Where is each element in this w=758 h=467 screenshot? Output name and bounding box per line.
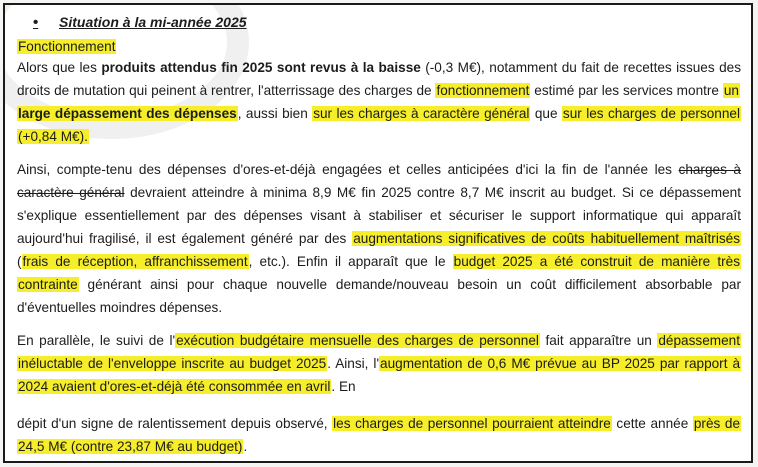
text-run: un xyxy=(723,83,739,98)
subsection-label xyxy=(17,35,741,58)
text-run: Alors que les xyxy=(17,60,102,75)
highlight: exécution budgétaire mensuelle des charges de personnel xyxy=(176,333,539,348)
bold-phrase: large dépassement des dépenses xyxy=(18,106,237,121)
section-heading xyxy=(33,11,741,34)
text-run: . En xyxy=(331,379,356,394)
highlight: dépassement inéluctable de l'enveloppe inscrite au budget 2025 xyxy=(18,333,740,371)
text-run: (-0,3 M€), notamment du fait de recettes issues des droits de mutation qui peinent à rentrer, l'atterrissage des charges de xyxy=(17,60,742,98)
highlight: les charges de personnel pourraient atteindre xyxy=(333,416,611,431)
paragraph-4 xyxy=(17,412,741,458)
subsection-label-text: Fonctionnement xyxy=(18,39,116,54)
struck-phrase: charges à caractère général xyxy=(17,162,741,200)
paragraph-1 xyxy=(17,56,741,148)
highlight: budget 2025 a été construit de manière très contrainte xyxy=(18,254,740,292)
highlight: frais de réception, affranchissement xyxy=(22,254,248,269)
paragraph-3 xyxy=(17,329,741,398)
text-run: dépit d'un signe de ralentissement depuis observé, xyxy=(17,416,333,431)
text-run: devraient atteindre à minima 8,9 M€ fin 2025 contre 8,7 M€ inscrit au budget. Si ce dépassement s'explique essentiellement par des dépenses visant à stabiliser et sécuriser le support informatique qui apparaît aujourd'hui fragilisé, il est également généré par des xyxy=(17,185,741,246)
paragraph-2 xyxy=(17,158,741,319)
text-run: fait apparaître un xyxy=(539,333,658,348)
bullet-icon: • xyxy=(33,14,39,31)
document-body xyxy=(17,11,741,463)
text-run: , etc.). Enfin il apparaît que le xyxy=(248,254,453,269)
text-run: estimé par les services montre xyxy=(530,83,723,98)
text-run: que xyxy=(530,106,562,121)
highlight: fonctionnement xyxy=(436,83,530,98)
highlight: augmentation de 0,6 M€ prévue au BP 2025 par rapport à 2024 avaient d'ores-et-déjà été consommée en avril xyxy=(18,356,741,394)
highlight: près de 24,5 M€ (contre 23,87 M€ au budget) xyxy=(18,416,741,454)
text-run: En parallèle, le suivi de l' xyxy=(17,333,176,348)
text-run: . Ainsi, l' xyxy=(327,356,380,371)
bold-phrase: produits attendus fin 2025 sont revus à la baisse xyxy=(101,60,421,75)
text-run: ( xyxy=(17,254,22,269)
text-run: cette année xyxy=(611,416,693,431)
section-title: Situation à la mi-année 2025 xyxy=(59,14,247,30)
document-frame xyxy=(3,3,753,463)
text-run: . xyxy=(243,439,248,454)
highlight: sur les charges à caractère général xyxy=(313,106,530,121)
highlight: sur les charges de personnel (+0,84 M€). xyxy=(18,106,740,144)
text-run: , aussi bien xyxy=(237,106,313,121)
highlight: augmentations significatives de coûts habituellement maîtrisés xyxy=(353,231,740,246)
text-run: Ainsi, compte-tenu des dépenses d'ores-et-déjà engagées et celles anticipées d'ici la fin de l'année les xyxy=(17,162,679,177)
text-run: générant ainsi pour chaque nouvelle demande/nouveau besoin un coût difficilement absorbable par d'éventuelles moindres dépenses. xyxy=(17,277,741,315)
